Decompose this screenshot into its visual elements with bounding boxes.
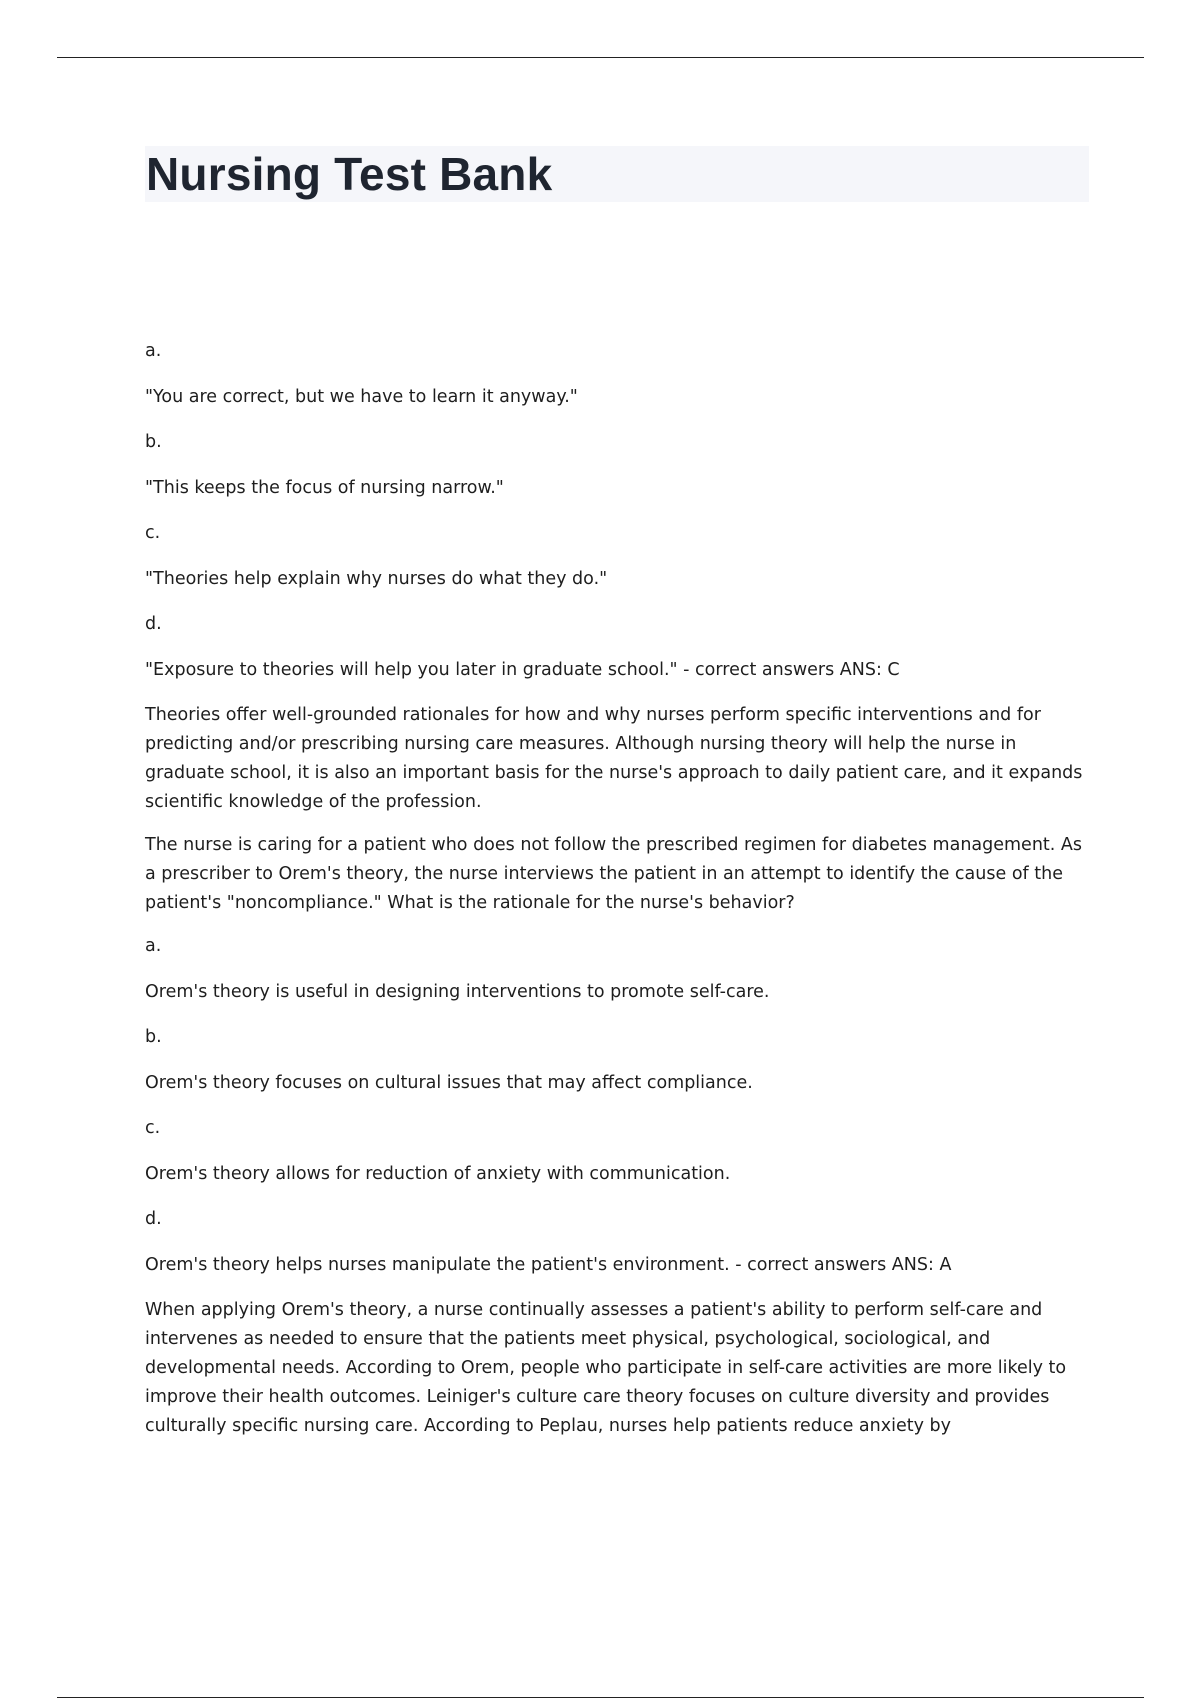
document-body bbox=[145, 337, 1085, 1455]
option-label-b: b. bbox=[145, 432, 162, 452]
option-text-with-answer: "Exposure to theories will help you later in graduate school." - correct answers ANS: C bbox=[145, 659, 900, 680]
option-text-with-answer: Orem's theory helps nurses manipulate the patient's environment. - correct answers ANS: A bbox=[145, 1254, 952, 1275]
option-label-a: a. bbox=[145, 341, 162, 361]
option-text: Orem's theory focuses on cultural issues that may affect compliance. bbox=[145, 1072, 753, 1093]
rationale-paragraph: When applying Orem's theory, a nurse continually assesses a patient's ability to perform self-care and intervenes as needed to ensure that the patients meet physical, psychological, sociological, and developmental needs. According to Orem, people who participate in self-care activities are more likely to improve their health outcomes. Leiniger's culture care theory focuses on culture diversity and provides culturally specific nursing care. According to Peplau, nurses help patients reduce anxiety by bbox=[145, 1300, 1067, 1436]
page-title: Nursing Test Bank bbox=[146, 148, 553, 200]
footer-rule bbox=[57, 1697, 1144, 1698]
option-label-a: a. bbox=[145, 936, 162, 956]
option-label-c: c. bbox=[145, 1118, 161, 1138]
question-paragraph: The nurse is caring for a patient who does not follow the prescribed regimen for diabetes management. As a prescriber to Orem's theory, the nurse interviews the patient in an attempt to identify the cause of the patient's "noncompliance." What is the rationale for the nurse's behavior? bbox=[145, 835, 1082, 913]
option-label-c: c. bbox=[145, 523, 161, 543]
option-label-d: d. bbox=[145, 1209, 162, 1229]
option-text: "You are correct, but we have to learn it anyway." bbox=[145, 386, 578, 407]
option-text: "Theories help explain why nurses do what they do." bbox=[145, 568, 608, 589]
option-text: "This keeps the focus of nursing narrow." bbox=[145, 477, 504, 498]
option-text: Orem's theory is useful in designing interventions to promote self-care. bbox=[145, 981, 770, 1002]
option-label-b: b. bbox=[145, 1027, 162, 1047]
option-label-d: d. bbox=[145, 614, 162, 634]
header-rule bbox=[57, 57, 1144, 58]
option-text: Orem's theory allows for reduction of anxiety with communication. bbox=[145, 1163, 731, 1184]
rationale-paragraph: Theories offer well-grounded rationales for how and why nurses perform specific interventions and for predicting and/or prescribing nursing care measures. Although nursing theory will help the nurse in graduate school, it is also an important basis for the nurse's approach to daily patient care, and it expands scientific knowledge of the profession. bbox=[145, 705, 1083, 812]
